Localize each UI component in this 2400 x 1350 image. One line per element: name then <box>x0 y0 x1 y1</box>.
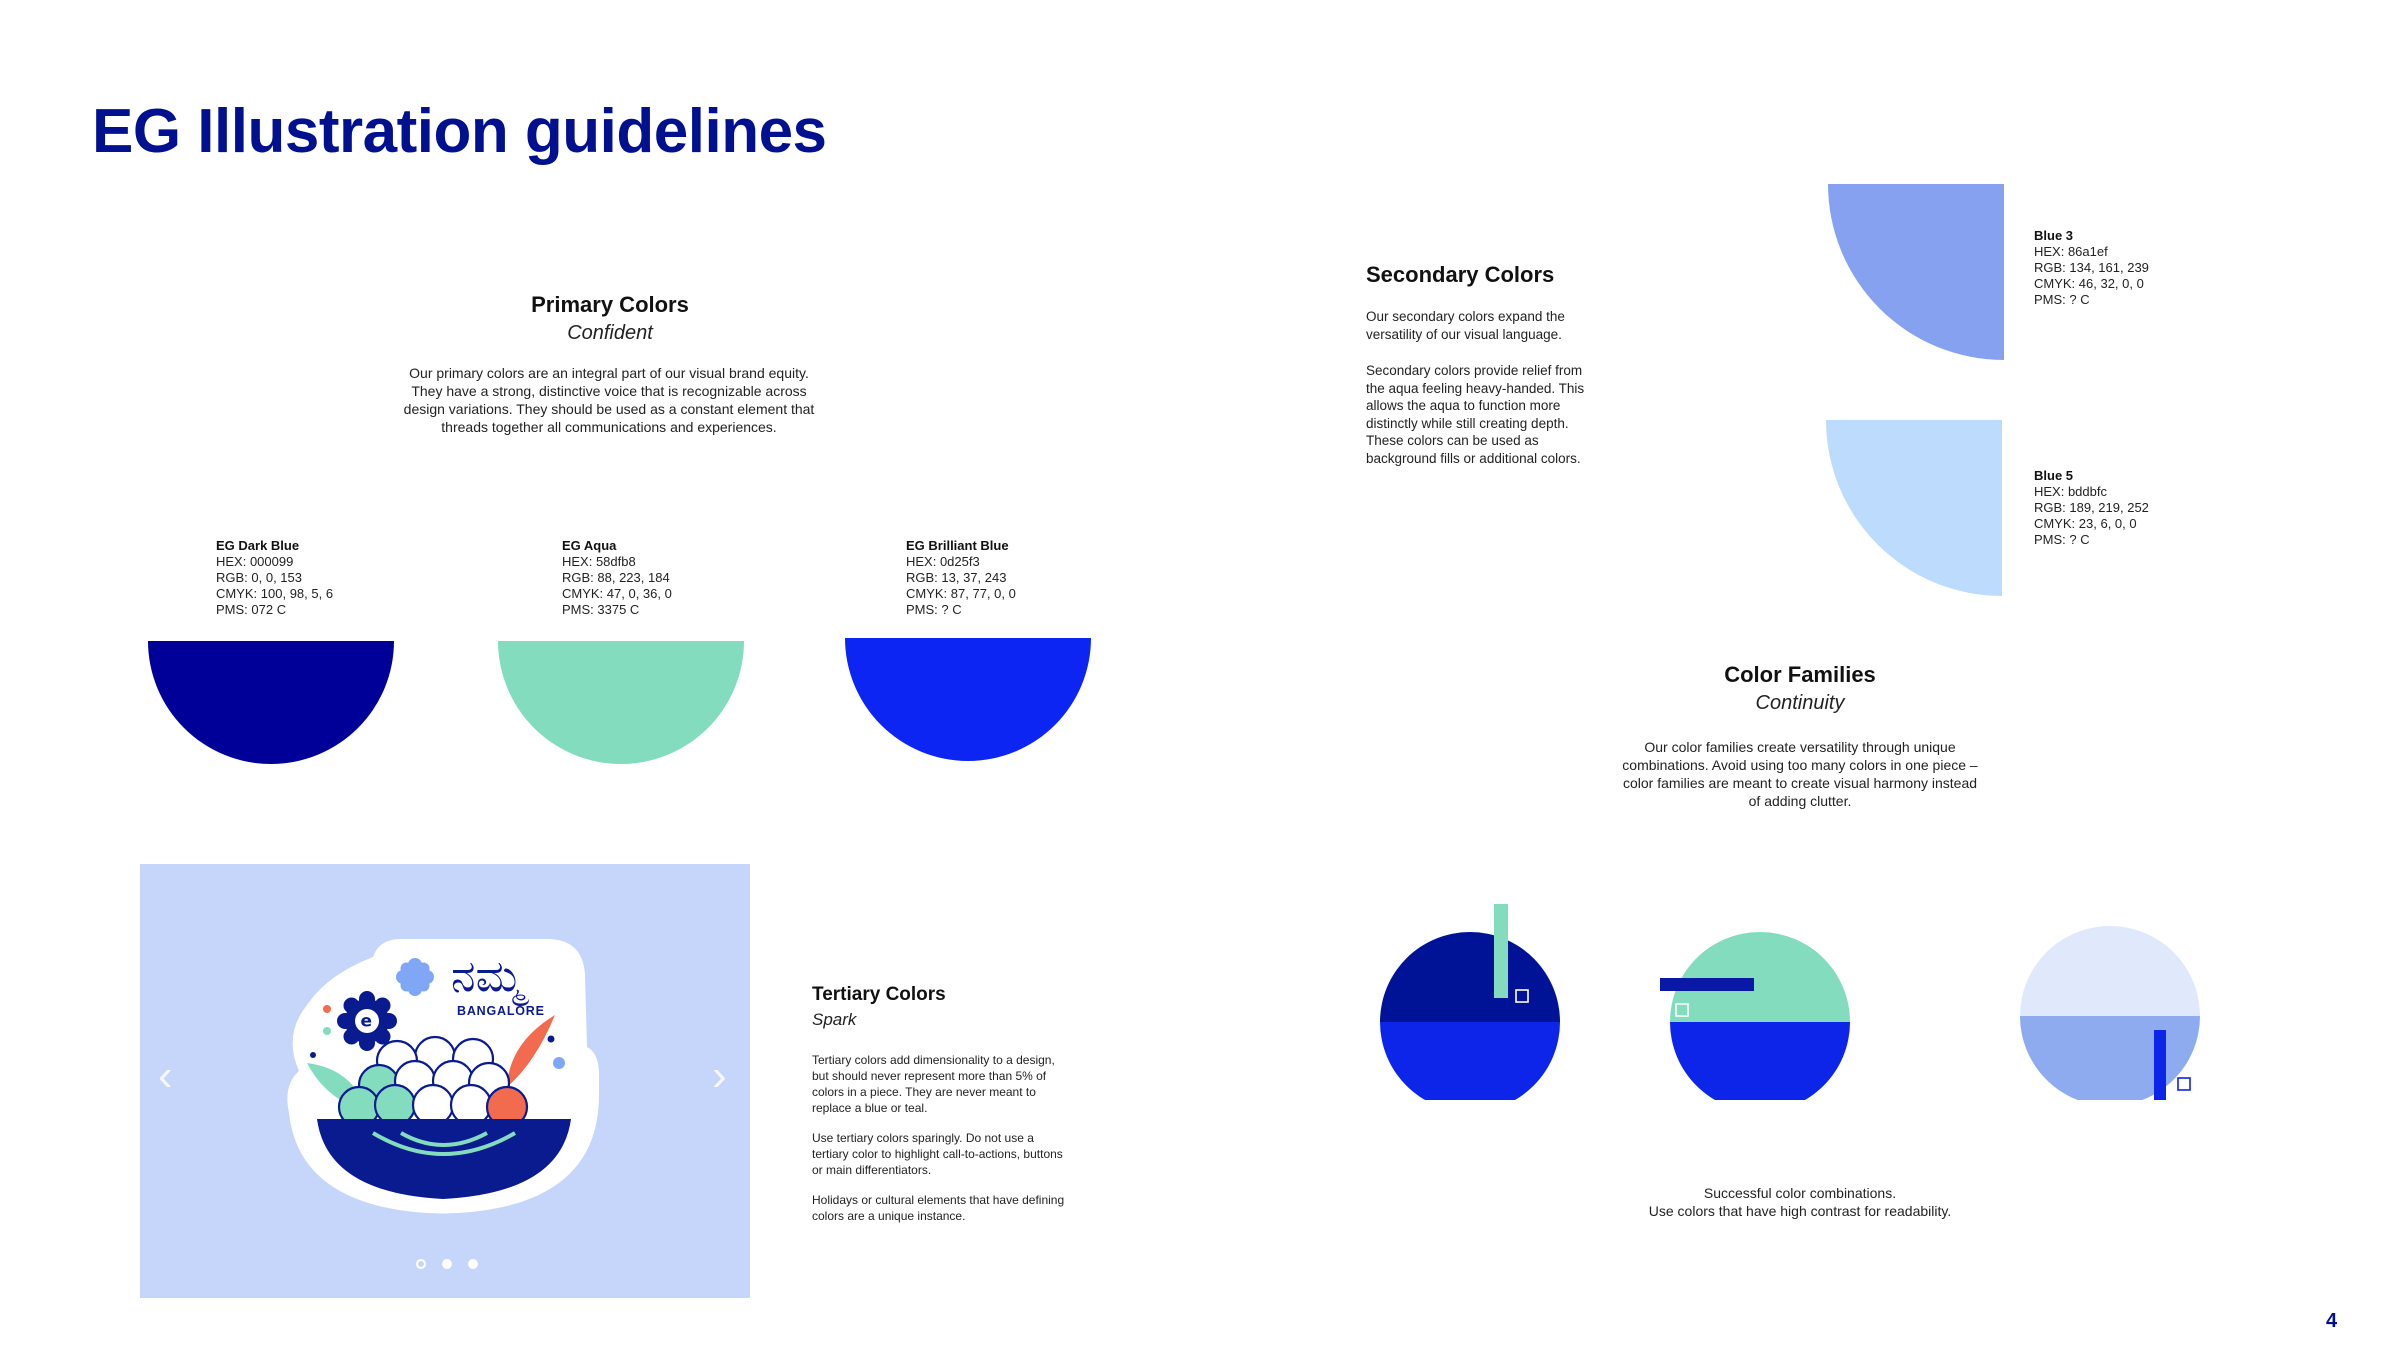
swatch-cmyk: CMYK: 23, 6, 0, 0 <box>2034 516 2137 531</box>
swatch-rgb: RGB: 13, 37, 243 <box>906 570 1007 585</box>
swatch-pms: PMS: ? C <box>2034 292 2090 307</box>
secondary-body-2: Secondary colors provide relief from the aqua feeling heavy-handed. This allows the aqua to function more distinctly while still creating depth. These colors can be used as background fills or additional colors. <box>1366 363 1585 466</box>
primary-heading: Primary Colors <box>531 292 689 317</box>
combo-bottom-half <box>1380 1022 1560 1100</box>
swatch-rgb: RGB: 0, 0, 153 <box>216 570 302 585</box>
decor-dot <box>323 1027 331 1035</box>
swatch-cmyk: CMYK: 100, 98, 5, 6 <box>216 586 334 601</box>
families-heading: Color Families <box>1724 662 1876 687</box>
swatch-hex: HEX: 58dfb8 <box>562 554 636 569</box>
swatch-name: Blue 5 <box>2034 468 2074 483</box>
carousel-dots <box>416 1259 478 1269</box>
swatch-name: EG Brilliant Blue <box>906 538 1009 553</box>
color-combo-light-blue <box>2010 900 2210 1100</box>
tertiary-body-3: Holidays or cultural elements that have defining colors are a unique instance. <box>812 1193 1065 1223</box>
swatch-name: EG Dark Blue <box>216 538 300 553</box>
swatch-brilliant-blue <box>845 638 1091 761</box>
combo-top-half <box>1670 932 1850 1022</box>
combo-dark-bar <box>1660 978 1754 991</box>
combo-top-half <box>2020 926 2200 1016</box>
page-number: 4 <box>2326 1310 2338 1332</box>
swatch-label-aqua <box>562 538 672 618</box>
combo-aqua-bar <box>1494 904 1508 998</box>
decor-dot <box>310 1052 316 1058</box>
swatch-hex: HEX: 0d25f3 <box>906 554 980 569</box>
carousel-prev-arrow-icon[interactable]: ‹ <box>158 1051 173 1100</box>
families-body: Our color families create versatility through unique combinations. Avoid using too many colors in one piece – color families are meant to create visual harmony instead of adding clutter. <box>1622 739 1978 809</box>
swatch-label-brilliant-blue <box>906 538 1016 618</box>
swatch-label-dark-blue <box>216 538 333 618</box>
swatch-blue-5 <box>1826 420 2002 596</box>
swatch-pms: PMS: ? C <box>2034 532 2090 547</box>
secondary-heading: Secondary Colors <box>1366 262 1555 287</box>
secondary-body-1: Our secondary colors expand the versatility of our visual language. <box>1366 309 1565 342</box>
families-header <box>1600 662 2000 715</box>
swatch-rgb: RGB: 134, 161, 239 <box>2034 260 2149 275</box>
combo-top-half <box>1380 932 1560 1022</box>
swatch-pms: PMS: 3375 C <box>562 602 640 617</box>
families-caption-line-1: Successful color combinations. <box>1703 1185 1897 1201</box>
tertiary-subheading: Spark <box>812 1010 857 1029</box>
page-title: EG Illustration guidelines <box>92 97 827 166</box>
swatch-pms: PMS: ? C <box>906 602 962 617</box>
swatch-hex: HEX: 000099 <box>216 554 294 569</box>
carousel-next-arrow-icon[interactable]: › <box>712 1051 727 1100</box>
combo-square-outline <box>2178 1078 2190 1090</box>
color-combo-aqua <box>1660 900 1860 1100</box>
swatch-hex: HEX: 86a1ef <box>2034 244 2108 259</box>
bangalore-sticker-illustration <box>283 935 599 1220</box>
families-caption <box>1600 1184 2000 1220</box>
primary-subheading: Confident <box>567 322 653 344</box>
primary-header <box>380 292 840 345</box>
swatch-dark-blue <box>148 641 394 764</box>
swatch-pms: PMS: 072 C <box>216 602 287 617</box>
swatch-aqua <box>498 641 744 764</box>
swatch-name: Blue 3 <box>2034 228 2074 243</box>
decor-dot <box>548 1036 555 1043</box>
swatch-label-blue-3 <box>2034 228 2149 308</box>
swatch-blue-3 <box>1828 184 2004 360</box>
swatch-rgb: RGB: 189, 219, 252 <box>2034 500 2149 515</box>
tertiary-body-2: Use tertiary colors sparingly. Do not use a tertiary color to highlight call-to-actions, buttons or main differentiators. <box>812 1131 1063 1177</box>
combo-bottom-half <box>1670 1022 1850 1100</box>
swatch-cmyk: CMYK: 47, 0, 36, 0 <box>562 586 672 601</box>
swatch-cmyk: CMYK: 87, 77, 0, 0 <box>906 586 1016 601</box>
svg-text:e: e <box>360 1011 373 1032</box>
city-name-text: BANGALORE <box>457 1004 545 1018</box>
tertiary-heading: Tertiary Colors <box>812 984 946 1005</box>
combo-bottom-half <box>2020 1016 2200 1100</box>
swatch-label-blue-5 <box>2034 468 2149 548</box>
decor-dot <box>553 1057 565 1069</box>
tertiary-body-1: Tertiary colors add dimensionality to a design, but should never represent more than 5% of colors in a piece. They are never meant to replace a blue or teal. <box>812 1053 1055 1115</box>
swatch-hex: HEX: bddbfc <box>2034 484 2107 499</box>
families-subheading: Continuity <box>1755 692 1845 714</box>
kannada-script-text: ನಮ್ಮ <box>451 951 524 1002</box>
carousel-dot-3[interactable] <box>468 1259 478 1269</box>
swatch-name: EG Aqua <box>562 538 617 553</box>
swatch-rgb: RGB: 88, 223, 184 <box>562 570 670 585</box>
swatch-cmyk: CMYK: 46, 32, 0, 0 <box>2034 276 2144 291</box>
primary-body: Our primary colors are an integral part of our visual brand equity. They have a strong, distinctive voice that is recognizable across design variations. They should be used as a constant element that threads together all communications and experiences. <box>403 365 815 435</box>
carousel-dot-2[interactable] <box>442 1259 452 1269</box>
carousel-dot-1[interactable] <box>416 1259 426 1269</box>
combo-blue-bar <box>2154 1030 2166 1100</box>
decor-dot <box>323 1005 331 1013</box>
families-caption-line-2: Use colors that have high contrast for readability. <box>1648 1203 1952 1219</box>
color-combo-dark-blue <box>1370 900 1570 1100</box>
